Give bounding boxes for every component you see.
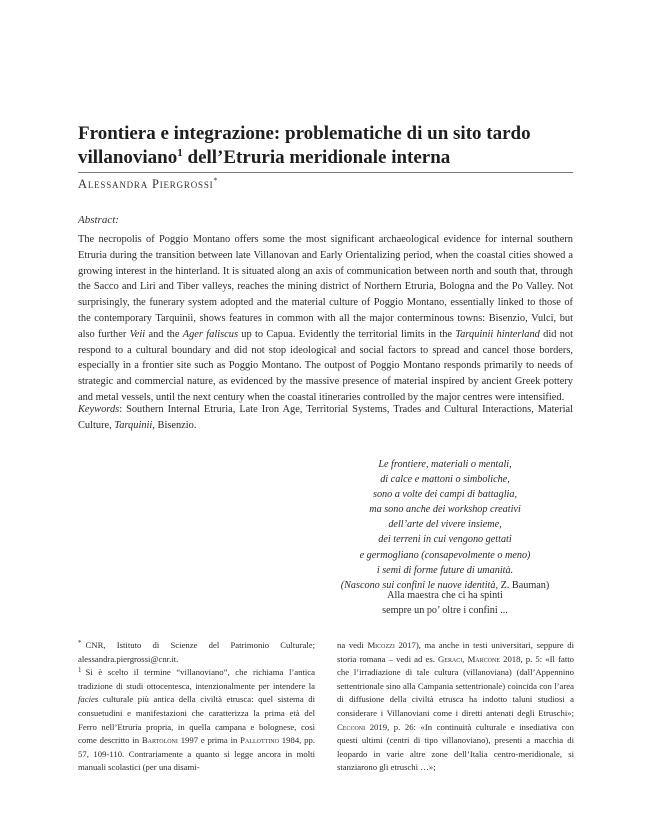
- title-divider: [78, 172, 573, 173]
- epigraph-line: dei terreni in cui vengono gettati: [378, 534, 512, 546]
- footnote-1: [78, 666, 315, 775]
- keywords: [78, 402, 573, 434]
- abstract-italic-veii: Veii: [129, 328, 146, 340]
- abstract-body: [78, 232, 573, 406]
- citation-geraci-marcone: Geraci, Marcone: [438, 653, 500, 664]
- keywords-text: , Bisenzio.: [152, 419, 197, 431]
- footnote-1-continued-text: na vedi: [337, 640, 368, 650]
- citation-bartoloni: Bartoloni: [141, 735, 178, 746]
- epigraph-line: sono a volte dei campi di battaglia,: [372, 489, 518, 501]
- citation-cecconi: Cecconi: [337, 721, 366, 732]
- dedication-line: Alla maestra che ci ha spinti: [387, 590, 503, 601]
- footnote-1-continued-text: 2017), ma anche in testi universitari, seppure di storia romana – vedi ad es.: [337, 640, 574, 664]
- keywords-italic-tarquinii: Tarquinii: [114, 419, 153, 431]
- abstract-text: The necropolis of Poggio Montano offers some the most significant archaeological evidence for internal southern Etruria during the transition between late Villanovan and Early Orientalizing period, when the coastal cities showed a growing interest in the hinterland. It is situated along an axis of communication between north and south that, through the Sacco and Liri and Tiber valleys, reaches the mining district of Northern Etruria, Bologna and the Po Valley. Not surprisingly, the funerary system adopted and the material culture of Poggio Montano, essentially linked to those of the contemporary Tarquinii, shows features in common with all the major conterminous towns: Bisenzio, Vulci, but also further: [78, 234, 573, 340]
- footnote-1-italic-facies: facies: [78, 694, 99, 705]
- footnote-1-continued-text: 2019, p. 26: «In continuità culturale e insediativa con questi ultimi (centri di tipo villanoviano), presenti a macchia di leopardo in varie altre zone dell’Italia centro-meridionale, si stanziarono gli etruschi …»;: [337, 721, 574, 773]
- keywords-text: : Southern Internal Etruria, Late Iron Age, Territorial Systems, Trades and Cultural Interactions, Material Culture,: [78, 404, 573, 431]
- abstract-italic-hinterland: Tarquinii hinterland: [455, 328, 540, 340]
- footnotes-right-column: [337, 639, 574, 775]
- citation-micozzi: Micozzi: [367, 640, 395, 650]
- article-title: [78, 122, 578, 170]
- author-line: [78, 177, 573, 192]
- epigraph-source-work: (Nascono sui confini le nuove identità,: [340, 579, 499, 591]
- keywords-label: Keywords: [78, 404, 120, 415]
- footnote-1-text: culturale più antica della civiltà etrusca: quel sistema di consuetudini e manifestazioni che caratterizza la prima età del Ferro nell’Etruria propria, in quella campana e bolognese, così come descritto in: [78, 694, 315, 746]
- footnote-1-text: 1984, pp. 57, 109-110. Contrariamente a quanto si legge ancora in molti manuali scolastici (per una disami-: [78, 735, 315, 773]
- epigraph-line: dell’arte del vivere insieme,: [388, 519, 502, 531]
- footnote-1-text: 1997 e prima in: [177, 735, 241, 746]
- dedication: [320, 588, 570, 618]
- footnote-star-mark: *: [78, 639, 82, 647]
- footnote-1-continued-text: 2018, p. 5: «Il fatto che l’irradiazione di tale cultura (villanoviana) (dall’Appennino settentrionale sino alla Campania settentrionale) coincida con l’area di diffusione della civiltà etrusca ha indotto taluni studiosi a considerare i Villanoviani come i diretti antenati degli Etruschi»;: [337, 653, 574, 718]
- epigraph-line: i semi di forme future di umanità.: [376, 564, 514, 576]
- abstract-text: and the: [145, 328, 183, 340]
- epigraph-line: Le frontiere, materiali o mentali,: [378, 459, 512, 470]
- abstract-text: up to Capua. Evidently the territorial limits in the: [238, 328, 456, 340]
- abstract-label: Abstract:: [78, 214, 119, 226]
- footnote-star: [78, 639, 315, 666]
- dedication-line: sempre un po’ oltre i confini ...: [382, 605, 508, 617]
- epigraph-source-author: Z. Bauman): [498, 579, 550, 591]
- footnote-star-text: CNR, Istituto di Scienze del Patrimonio Culturale; alessandra.piergrossi@cnr.it.: [78, 640, 315, 664]
- footnote-ref-1: 1: [177, 147, 183, 159]
- title-text-part1: Frontiera e integrazione: problematiche di un sito tardo villanoviano: [78, 123, 531, 168]
- citation-pallottino: Pallottino: [240, 735, 279, 746]
- author-name: Alessandra Piergrossi: [78, 177, 214, 191]
- epigraph-line: e germogliano (consapevolmente o meno): [359, 549, 531, 561]
- epigraph: [320, 457, 570, 593]
- title-text-part2: dell’Etruria meridionale interna: [182, 147, 451, 168]
- footnote-1-number: 1: [78, 666, 82, 675]
- abstract-text: did not respond to a cultural boundary and did not stop ideological and social factors to spread and cancel those borders, especially in a frontier site such as Poggio Montano. The outpost of Poggio Montano responds primarily to needs of strategic and commercial nature, as evidenced by the massive presence of material inspired by ancient Greek pottery and metal vessels, until the next century when the coastal itineraries controlled by the major centres were intensified.: [78, 328, 573, 403]
- epigraph-line: ma sono anche dei workshop creativi: [369, 504, 521, 516]
- footnotes-left-column: [78, 639, 315, 775]
- author-footnote-mark: *: [213, 176, 219, 185]
- abstract-italic-ager: Ager faliscus: [182, 328, 239, 340]
- epigraph-line: di calce e mattoni o simboliche,: [380, 474, 510, 486]
- footnote-1-text: Si è scelto il termine “villanoviano”, che richiama l’antica tradizione di studi ottocentesca, intenzionalmente per intendere la: [78, 667, 315, 691]
